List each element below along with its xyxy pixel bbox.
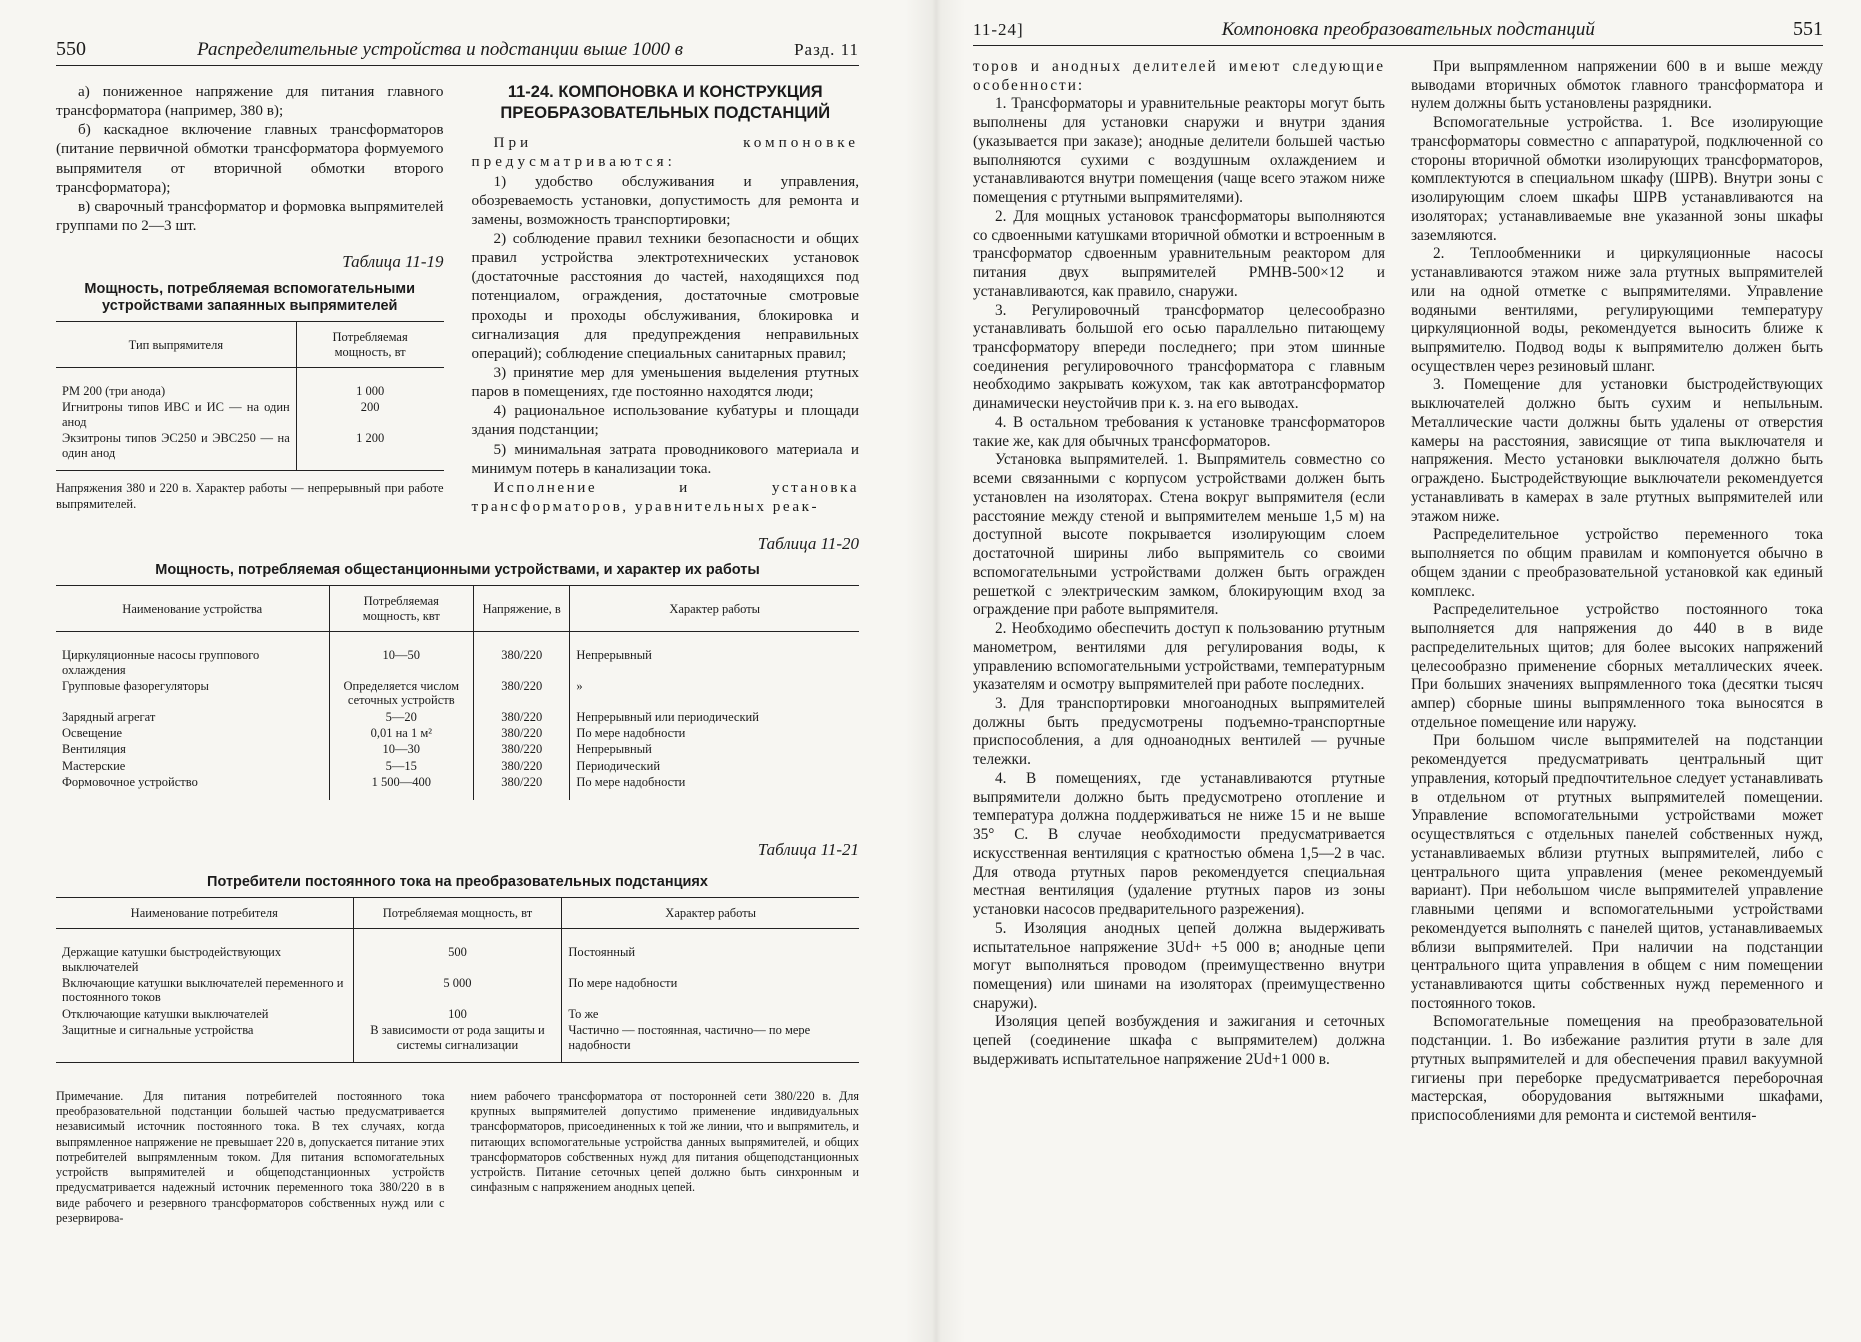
table-cell: Непрерывный: [570, 741, 859, 757]
list-item: 1) удобство обслуживания и управления, обозреваемость установки, допустимость для ремонта и замены, возможность транспортировки;: [471, 172, 859, 228]
table-cell: 1 000: [296, 368, 443, 400]
table-11-19-title: Мощность, потребляемая вспомогательными устройствами запаянных выпрямителей: [84, 280, 416, 314]
right-running-head: [973, 18, 1823, 46]
left-text-columns: [56, 82, 859, 516]
paragraph: 2. Для мощных установок трансформаторы выполняются со сдвоенными катушками вторичной обмотки и встроенным в трансформатор сдвоенным уравнительным реактором для питания двух выпрямителей РМНВ-500×12 и устанавливаются, как правило, снаружи.: [973, 207, 1385, 300]
paragraph: 3. Помещение для установки быстродействующих выключателей должно быть сухим и непыльным. Металлические части должны быть удалены от отверстия камеры на расстояния, зависящие от типа выключателя и напряжения. Место установки выключателя должно быть ограждено. Быстродействующие выключатели рекомендуется устанавливать в камерах в зале ртутных выпрямителей или этажом ниже.: [1411, 376, 1823, 525]
table-cell: По мере надобности: [570, 725, 859, 741]
table-row: [56, 741, 859, 757]
table-header: Потребляемая мощность, вт: [296, 322, 443, 368]
table-cell: РМ 200 (три анода): [62, 384, 166, 399]
table-header: Наименование потребителя: [56, 897, 353, 928]
table-cell: 10—50: [329, 632, 474, 678]
table-cell: 1 200: [296, 430, 443, 470]
table-cell: 100: [353, 1006, 562, 1022]
paragraph: При компоновке предусматриваются:: [471, 134, 859, 171]
table-11-20-caption: Таблица 11-20: [757, 534, 859, 554]
right-page: [965, 0, 1861, 1342]
table-cell: 200: [296, 399, 443, 430]
table-cell: Игнитроны типов ИВС и ИС — на один анод: [62, 400, 290, 429]
left-col-1: [56, 82, 444, 516]
table-row: [56, 758, 859, 774]
table-11-21: [56, 897, 859, 1063]
table-cell: 380/220: [474, 678, 570, 709]
list-item: 2) соблюдение правил техники безопасности и общих правил устройства электротехнических установок (достаточные расстояния до частей, находящихся под потенциалом, ограждения, достаточные смотровые проходы и проходы обслуживания, блокировка и сигнализация для предупреждения неправильных операций); соблюдение специальных санитарных правил;: [471, 229, 859, 362]
table-cell: 380/220: [474, 709, 570, 725]
right-col-2: [1411, 58, 1823, 1126]
left-page-number: 550: [56, 38, 86, 60]
paragraph: Исполнение и установка трансформаторов, уравнительных реак-: [471, 478, 859, 515]
table-cell: Постоянный: [562, 929, 859, 975]
paragraph: а) пониженное напряжение для питания главного трансформатора (например, 380 в);: [56, 83, 444, 120]
paragraph: торов и анодных делителей имеют следующие особенности:: [973, 58, 1385, 94]
table-cell: 0,01 на 1 м²: [329, 725, 474, 741]
table-cell: 380/220: [474, 632, 570, 678]
table-row: [56, 1006, 859, 1022]
table-11-19-note: Напряжения 380 и 220 в. Характер работы — непрерывный при работе выпрямителей.: [56, 470, 444, 512]
right-text-columns: [973, 58, 1823, 1126]
table-cell: 380/220: [474, 774, 570, 799]
paragraph: Распределительное устройство переменного тока выполняется по общим правилам и компонуется обычно в общем здании с преобразовательной установкой как единый комплекс.: [1411, 526, 1823, 600]
table-cell: В зависимости от рода защиты и системы сигнализации: [353, 1022, 562, 1062]
footnote-col-1: Примечание. Для питания потребителей постоянного тока преобразовательной подстанции большей частью предусматривается независимый источник постоянного тока. В тех случаях, когда выпрямленное напряжение не превышает 220 в, допускается питание этих потребителей выпрямленным током. Для питания вспомогательных устройств выпрямителей и общеподстанционных устройств предусматривается надежный источник переменного тока 380/220 в в виде рабочего и резервного трансформаторов собственных нужд или с резервирова-: [56, 1088, 445, 1225]
table-cell: 380/220: [474, 758, 570, 774]
paragraph: 2. Теплообменники и циркуляционные насосы устанавливаются этажом ниже зала ртутных выпрямителей или на одной отметке с выпрямителями. Управление водяными вентилями, регулирующими температуру циркуляционной воды, рекомендуется выносить ближе к выпрямителю. Подвод воды к выпрямителю должен быть осуществлен через резиновый шланг.: [1411, 245, 1823, 375]
table-11-21-title: Потребители постоянного тока на преобразовательных подстанциях: [207, 873, 708, 890]
table-11-19: [56, 321, 444, 470]
table-row: [56, 725, 859, 741]
right-section-ref: 11-24]: [973, 20, 1024, 39]
table-row: [56, 975, 859, 1006]
section-heading: 11-24. КОМПОНОВКА И КОНСТРУКЦИЯ ПРЕОБРАЗОВАТЕЛЬНЫХ ПОДСТАНЦИЙ: [500, 83, 831, 122]
paragraph: 4. В остальном требования к установке трансформаторов такие же, как для обычных трансформаторов.: [973, 413, 1385, 450]
table-11-20-title: Мощность, потребляемая общестанционными устройствами, и характер их работы: [155, 562, 760, 579]
left-page: [0, 0, 905, 1342]
table-cell: Периодический: [570, 758, 859, 774]
table-cell: Вентиляция: [62, 742, 126, 757]
table-header: Тип выпрямителя: [56, 322, 296, 368]
table-row: [56, 774, 859, 799]
table-cell: 500: [353, 929, 562, 975]
right-running-title: Компоновка преобразовательных подстанций: [1221, 19, 1595, 40]
list-item: 5) минимальная затрата проводникового материала и минимум потерь в канализации тока.: [471, 440, 859, 477]
table-cell: Держащие катушки быстродействующих выключателей: [62, 945, 282, 974]
table-11-19-caption: Таблица 11-19: [342, 252, 444, 272]
table-cell: Циркуляционные насосы группового охлаждения: [62, 648, 260, 677]
table-header: Характер работы: [570, 586, 859, 632]
table-cell: 5—20: [329, 709, 474, 725]
table-cell: 10—30: [329, 741, 474, 757]
table-row: [56, 632, 859, 678]
table-cell: Включающие катушки выключателей переменного и постоянного токов: [62, 976, 344, 1005]
table-row: [56, 929, 859, 975]
table-row: [56, 430, 444, 470]
table-cell: По мере надобности: [570, 774, 859, 799]
footnote-col-2: нием рабочего трансформатора от посторонней сети 380/220 в. Для крупных выпрямителей допустимо применение индивидуальных трансформаторов, присоединенных к той же линии, что и выпрямитель, и питающих вспомогательные устройства данных выпрямителей, и общих трансформаторов собственных нужд для питания общеподстанционных устройств. Питание сеточных цепей должно быть синхронным и синфазным с напряжением анодных цепей.: [470, 1088, 859, 1195]
book-gutter: [905, 0, 965, 1342]
paragraph: 3. Для транспортировки многоанодных выпрямителей должны быть предусмотрены подъемно-транспортные приспособления, а для одноанодных вентилей — ручные тележки.: [973, 694, 1385, 769]
paragraph: При большом числе выпрямителей на подстанции рекомендуется предусматривать центральный щит управления, который предпочтительное следует устанавливать в отдельном от ртутных выпрямителей помещении. Управление вспомогательными устройствами может осуществляться с отдельных панелей собственных нужд, устанавливаемых вблизи ртутных выпрямителей, либо с центрального щита управления (менее рекомендуемый вариант). При небольшом числе выпрямителей управление главными цепями и вспомогательными устройствами рекомендуется выполнять с панелей щитов, устанавливаемых вблизи выпрямителей. При наличии на подстанции центрального щита управления в общем с ним помещении устанавливаются щиты собственных нужд переменного и постоянного токов.: [1411, 732, 1823, 1012]
left-col-2: [472, 82, 860, 516]
paragraph: Распределительное устройство постоянного тока выполняется для напряжения до 440 в в виде распределительных щитов; для более высоких напряжений целесообразно применение сборных металлических ячеек. При больших значениях выпрямленного тока (десятки тысяч ампер) сборные шины выпрямленного тока выносятся в отдельное помещение или наружу.: [1411, 601, 1823, 731]
table-cell: 5 000: [353, 975, 562, 1006]
table-header: Характер работы: [562, 897, 859, 928]
paragraph: 1. Трансформаторы и уравнительные реакторы могут быть выполнены для установки снаружи и внутри здания (указывается при заказе); анодные делители большей частью выполняются сухими с воздушным охлаждением и устанавливаются внутри помещения (чаще всего этажом ниже помещения с ртутными выпрямителями).: [973, 95, 1385, 207]
table-cell: 1 500—400: [329, 774, 474, 799]
table-cell: Мастерские: [62, 758, 126, 773]
table-cell: 5—15: [329, 758, 474, 774]
table-row: [56, 1022, 859, 1062]
left-section-ref: Разд. 11: [794, 40, 859, 59]
table-cell: То же: [562, 1006, 859, 1022]
table-row: [56, 709, 859, 725]
paragraph: б) каскадное включение главных трансформаторов (питание первичной обмотки трансформатора формуемого выпрямителя от вторичной обмотки второго трансформатора);: [56, 121, 444, 196]
table-cell: Групповые фазорегуляторы: [62, 678, 209, 693]
table-header: Потребляемая мощность, вт: [353, 897, 562, 928]
list-item: 4) рациональное использование кубатуры и площади здания подстанции;: [471, 402, 859, 439]
table-cell: Зарядный агрегат: [62, 709, 156, 724]
table-cell: Непрерывный или периодический: [570, 709, 859, 725]
table-header: Наименование устройства: [56, 586, 329, 632]
table-cell: 380/220: [474, 725, 570, 741]
table-cell: Экзитроны типов ЭС250 и ЭВС250 — на один анод: [62, 431, 290, 460]
table-cell: 380/220: [474, 741, 570, 757]
paragraph: Вспомогательные помещения на преобразовательной подстанции. 1. Во избежание разлития ртути в зале для ртутных выпрямителей и для обеспечения правил вакуумной гигиены при переборке предусматривается переборочная мастерская, оборудования вытяжными шкафами, приспособлениями для ремонта и системой вентиля-: [1411, 1013, 1823, 1125]
footnote-block: [56, 1089, 859, 1226]
table-cell: Частично — постоянная, частично— по мере надобности: [562, 1022, 859, 1062]
left-running-title: Распределительные устройства и подстанции выше 1000 в: [197, 39, 683, 60]
paragraph: 3. Регулировочный трансформатор целесообразно устанавливать большой его осью параллельно питающему трансформатору впереди последнего; при этом шинные соединения регулировочного трансформатора с главным необходимо закрывать кожухом, так как автотрансформатор динамически неустойчив при к. з. на его выводах.: [973, 301, 1385, 413]
table-row: [56, 368, 444, 400]
table-11-20: [56, 585, 859, 799]
paragraph: 5. Изоляция анодных цепей должна выдерживать испытательное напряжение 3Ud+ +5 000 в; анодные цепи могут выполняться проводом (преимущественно внутри помещения) или шинами на изоляторах (преимущественно снаружи).: [973, 919, 1385, 1012]
table-header: Потребляемая мощность, квт: [329, 586, 474, 632]
paragraph: в) сварочный трансформатор и формовка выпрямителей группами по 2—3 шт.: [56, 197, 444, 234]
table-cell: Формовочное устройство: [62, 775, 198, 790]
table-cell: Освещение: [62, 726, 123, 741]
table-11-21-caption: Таблица 11-21: [757, 839, 859, 859]
paragraph: При выпрямленном напряжении 600 в и выше между выводами вторичных обмоток главного трансформатора и нулем должны быть установлены разрядники.: [1411, 58, 1823, 113]
table-cell: Определяется числом сеточных устройств: [329, 678, 474, 709]
table-cell: Отключающие катушки выключателей: [62, 1006, 269, 1021]
paragraph: 4. В помещениях, где устанавливаются ртутные выпрямители должно быть предусмотрено отопление и температура должна поддерживаться не ниже 15 и не выше 35° С. В случае необходимости предусматривается искусственная вентиляция с кратностью обмена 1,5—2 в час. Для отвода ртутных паров рекомендуется специальная местная вентиляция (удаление ртутных паров из зоны установки насосов предварительного разрежения).: [973, 769, 1385, 919]
table-cell: По мере надобности: [562, 975, 859, 1006]
right-col-1: [973, 58, 1385, 1126]
paragraph: Установка выпрямителей. 1. Выпрямитель совместно со всеми связанными с корпусом устройствами должен быть установлен на изоляторах. Стена вокруг выпрямителя (если расстояние между стеной и выпрямителем меньше 1,5 м) на доступной высоте покрывается изолирующим слоем достаточной ширины либо выпрямитель со своими вспомогательными устройствами должен быть огражден решеткой с электрическим замком, блокирующим вход за ограждение при работе выпрямителя.: [973, 451, 1385, 619]
table-cell: Непрерывный: [570, 632, 859, 678]
paragraph: Изоляция цепей возбуждения и зажигания и сеточных цепей (соединение шкафа с выпрямителем) должна выдерживать испытательное напряжение 2Ud+1 000 в.: [973, 1013, 1385, 1068]
paragraph: 2. Необходимо обеспечить доступ к пользованию ртутным манометром, вентилями для регулирования воды, к управлению вспомогательными устройствами, температурным указателям и осмотру выпрямителей при работе последних.: [973, 620, 1385, 694]
right-page-number: 551: [1793, 18, 1823, 40]
table-row: [56, 399, 444, 430]
table-cell: »: [570, 678, 859, 709]
left-running-head: [56, 38, 859, 66]
table-cell: Защитные и сигнальные устройства: [62, 1023, 254, 1038]
paragraph: Вспомогательные устройства. 1. Все изолирующие трансформаторы совместно с аппаратурой, подключенной со стороны вторичной обмотки изолирующих трансформаторов, комплектуются в специальном шкафу (ШРВ). Внутри зоны с изолирующим слоем шкафы ШРВ устанавливаются на изоляторах; устанавливаемые вне указанной зоны шкафы заземляются.: [1411, 114, 1823, 244]
table-row: [56, 678, 859, 709]
list-item: 3) принятие мер для уменьшения выделения ртутных паров в помещениях, где постоянно находятся люди;: [471, 363, 859, 401]
table-header: Напряжение, в: [474, 586, 570, 632]
